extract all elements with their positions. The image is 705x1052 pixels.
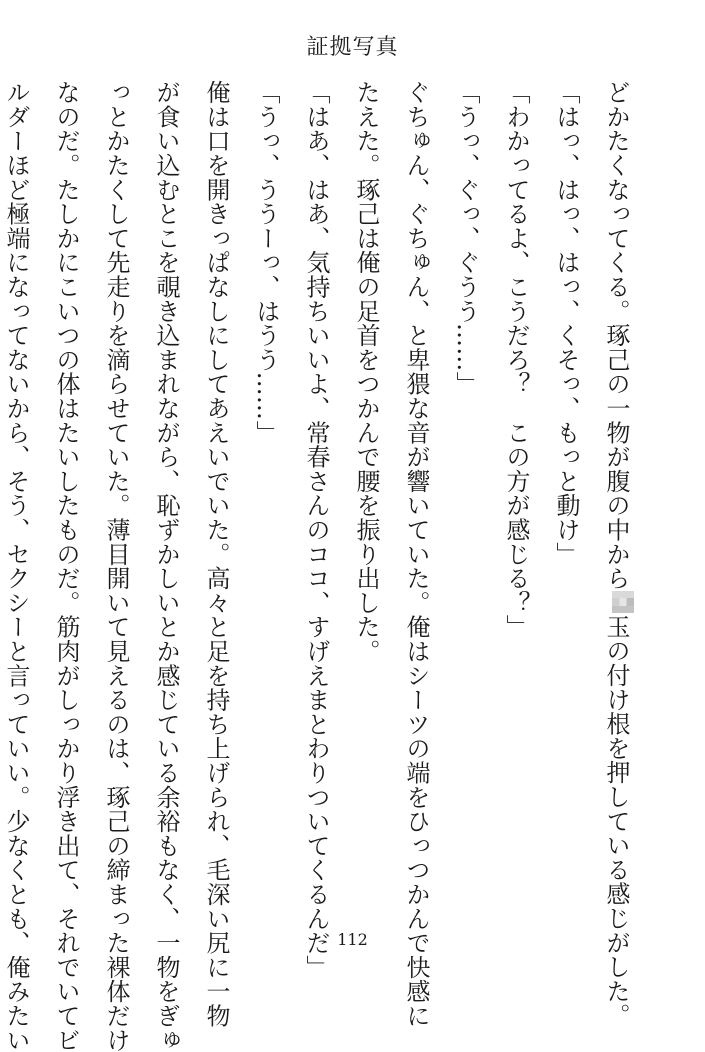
text-line-7: 「はあ、はあ、気持ちいいよ、常春さんのココ、すげえまとわりついてくるんだ」: [302, 80, 330, 980]
mosaic-censor: [612, 591, 634, 613]
text-line-12: なのだ。たしかにこいつの体はたいしたものだ。筋肉がしっかり浮き出て、それでいてビ: [52, 80, 80, 1052]
text-line-3: 「わかってるよ、こうだろ？ この方が感じる？」: [502, 80, 530, 639]
text-segment: 玉の付け根を押している感じがした。: [602, 614, 630, 1028]
page-header-title: 証拠写真: [306, 35, 399, 60]
text-line-13: ルダーほど極端になってないから、そう、セクシーと言っていい。少なくとも、俺みたい: [2, 80, 30, 1052]
text-line-1: [591, 80, 641, 1028]
text-line-10: が食い込むとこを覗き込まれながら、恥ずかしいとか感じている余裕もなく、一物をぎゅ: [152, 80, 180, 1052]
text-line-11: っとかたくして先走りを滴らせていた。薄目開いて見えるのは、琢己の締まった裸体だけ: [102, 80, 130, 1052]
text-line-8: 「うっ、ううーっ、はうう……」: [252, 80, 280, 445]
text-line-4: 「うっ、ぐっ、ぐうう……」: [452, 80, 480, 396]
text-line-6: たえた。琢己は俺の足首をつかんで腰を振り出した。: [352, 80, 380, 664]
text-segment: どかたくなってくる。琢己の一物が腹の中から: [602, 80, 630, 591]
text-line-9: 俺は口を開きっぱなしにしてあえいでいた。高々と足を持ち上げられ、毛深い尻に一物: [202, 80, 230, 1028]
text-line-2: 「はっ、はっ、はっ、くそっ、もっと動け」: [552, 80, 580, 566]
page-number: 112: [337, 930, 368, 949]
text-line-5: ぐちゅん、ぐちゅん、と卑猥な音が響いていた。俺はシーツの端をひっつかんで快感に: [402, 80, 430, 1028]
